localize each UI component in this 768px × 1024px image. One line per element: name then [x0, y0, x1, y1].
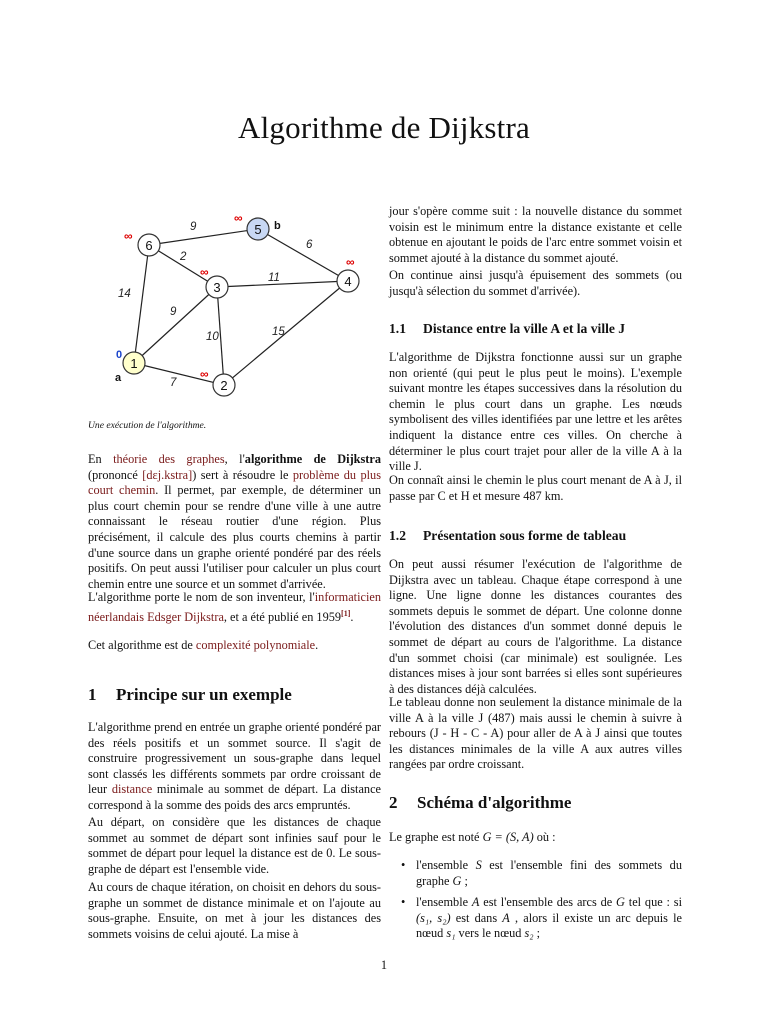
edge-weight: 2 [180, 251, 187, 263]
figure-caption: Une exécution de l'algorithme. [88, 420, 207, 431]
edge-weight: 9 [190, 221, 197, 233]
edge-6-1 [134, 245, 149, 363]
subsection-heading: 1.1 Distance entre la ville A et la ville J [389, 321, 626, 336]
section-heading: 1 Principe sur un exemple [88, 685, 292, 704]
list-item: • l'ensemble S est l'ensemble fini des sommets du graphe G ; [401, 858, 682, 888]
inventor-paragraph: L'algorithme porte le nom de son inventeur, l'informaticien néerlandais Edsger Dijkstra, et a été publié en 1959[1]. [88, 590, 381, 624]
edge-weight: 14 [118, 288, 131, 300]
body-paragraph: L'algorithme de Dijkstra fonctionne aussi sur un graphe non orienté (qui peut le plus peut le moins). L'exemple suivant montre les étapes successives dans la résolution du chemin le plus court dans un graphe. Les nœuds symbolisent des villes identifiées par une lettre et les arêtes indiquent la distance entre ces villes. On cherche à déterminer le plus court trajet pour aller de la ville A à la ville J. [389, 350, 682, 474]
link-pronunciation[interactable]: [dɛj.kstra] [142, 467, 193, 482]
node-letter-a: a [115, 372, 122, 384]
body-paragraph: Au départ, on considère que les distances de chaque sommet au sommet de départ sont infinies sauf pour le sommet de départ pour lequel la distance est de 0. Le sous-graphe de départ est l'ensemble vide. [88, 815, 381, 876]
subsection-heading: 1.2 Présentation sous forme de tableau [389, 528, 627, 543]
bullet-icon: • [401, 858, 406, 872]
body-paragraph: Le graphe est noté G = (S, A) où : [389, 830, 556, 844]
body-paragraph: On connaît ainsi le chemin le plus court menant de A à J, il passe par C et H et mesure 487 km. [389, 473, 682, 503]
intro-paragraph: En théorie des graphes, l'algorithme de Dijkstra (prononcé [dɛj.kstra]) sert à résoudre le problème du plus court chemin. Il permet, par exemple, de déterminer un plus court chemin pour se rendre d'une ville à une autre connaissant le réseau routier d'une région. Plus précisément, il calcule des plus courts chemins à partir d'une source dans un graphe orienté pondéré par des réels positifs. On peut aussi l'utiliser pour calculer un plus court chemin entre une source et un sommet d'arrivée. [88, 452, 381, 591]
section-heading: 2 Schéma d'algorithme [389, 793, 572, 812]
reference-link[interactable]: [1] [341, 608, 351, 618]
page-number: 1 [380, 958, 388, 972]
infinity-label: ∞ [124, 229, 133, 243]
edge-weight: 11 [268, 272, 280, 284]
link-distance[interactable]: distance [111, 782, 153, 797]
node-label: 2 [220, 378, 228, 393]
page-title: Algorithme de Dijkstra [238, 110, 530, 145]
edge-weight: 6 [306, 239, 313, 251]
link-graph-theory[interactable]: théorie des graphes [113, 452, 225, 466]
edge-weight: 9 [170, 306, 177, 318]
node-label: 6 [145, 238, 153, 253]
math-expression: G = (S, A) [482, 830, 534, 844]
bullet-icon: • [401, 895, 406, 910]
node-label: 3 [213, 280, 221, 295]
body-paragraph: L'algorithme prend en entrée un graphe orienté pondéré par des réels positifs et un sommet source. Il s'agit de construire progressivement un sous-graphe dans lequel sont classés les différents sommets par ordre croissant de leur distance minimale au sommet de départ. La distance correspond à la somme des poids des arcs empruntés. [88, 720, 381, 812]
infinity-label: ∞ [346, 255, 355, 269]
body-paragraph: Le tableau donne non seulement la distance minimale de la ville A à la ville J (487) mais aussi le chemin à suivre à rebours (J - H - C - A) pour aller de A à J ainsi que toutes les distances minimales de la ville A aux autres villes rangées par ordre croissant. [389, 695, 682, 772]
edge-weight: 15 [272, 326, 285, 338]
body-paragraph: On continue ainsi jusqu'à épuisement des sommets (ou jusqu'à sélection du sommet d'arrivée). [389, 268, 682, 298]
link-complexity[interactable]: complexité polynomiale [195, 638, 316, 652]
complexity-paragraph: Cet algorithme est de complexité polynomiale. [88, 638, 319, 652]
edge-weight: 7 [170, 377, 177, 389]
graph-figure [88, 205, 381, 405]
node-label: 1 [130, 356, 138, 371]
body-paragraph: On peut aussi résumer l'exécution de l'algorithme de Dijkstra avec un tableau. Chaque étape correspond à une ligne. Une ligne donne les distances courantes des sommets depuis le sommet de départ. Une colonne donne l'évolution des distances d'un sommet donné depuis le sommet de départ au cours de l'algorithme. La distance d'un sommet choisi (car minimale) est soulignée. Les distances mises à jour sont barrées si elles sont supérieures à des distances déjà calculées. [389, 557, 682, 696]
edge-6-5 [149, 229, 258, 245]
link-dijkstra[interactable]: informaticien néerlandais Edsger Dijkstra [88, 590, 381, 624]
definition-list [389, 858, 682, 942]
node-label: 5 [254, 222, 262, 237]
edge-1-3 [134, 287, 217, 363]
node-letter-b: b [274, 220, 281, 232]
body-paragraph: Au cours de chaque itération, on choisit en dehors du sous-graphe un sommet de distance minimale et on l'ajoute au sous-graphe. Ensuite, on met à jour les distances des sommets voisins de celui ajouté. La mise à [88, 880, 381, 941]
edge-2-4 [224, 281, 348, 385]
edge-weight: 10 [206, 331, 219, 343]
infinity-label: ∞ [200, 367, 209, 381]
edge-3-4 [217, 281, 348, 287]
node-label: 4 [344, 274, 352, 289]
start-distance: 0 [116, 349, 123, 361]
edge-1-2 [134, 363, 224, 385]
list-item: • l'ensemble A est l'ensemble des arcs de G tel que : si (s₁, s₂) est dans A , alors il existe un arc depuis le nœud s₁ vers le nœud s₂ ; [401, 895, 682, 941]
link-shortest-path[interactable]: problème du plus court chemin [88, 467, 381, 498]
body-paragraph: jour s'opère comme suit : la nouvelle distance du sommet voisin est le minimum entre la distance existante et celle obtenue en ajoutant le poids de l'arc entre sommet voisin et sommet ajouté à la distance du sommet ajouté. [389, 204, 682, 265]
infinity-label: ∞ [200, 265, 209, 279]
infinity-label: ∞ [234, 211, 243, 225]
